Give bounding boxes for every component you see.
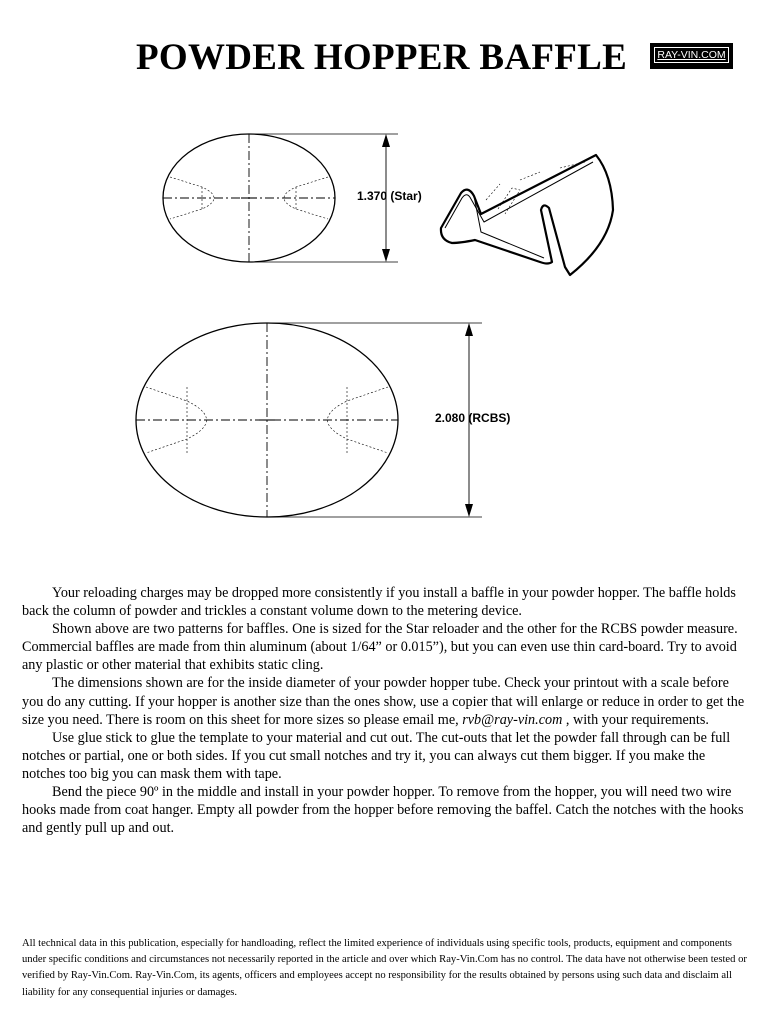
paragraph-3 bbox=[22, 674, 748, 728]
paragraph-1: Your reloading charges may be dropped more consistently if you install a baffle in your powder hopper. The baffle holds back the column of powder and trickles a constant volume down to the metering device. bbox=[22, 585, 736, 620]
star-arrow-bottom bbox=[382, 249, 390, 262]
paragraph-5: Bend the piece 90º in the middle and install in your powder hopper. To remove from the hopper, you will need two wire hooks made from coat hanger. Empty all powder from the hopper before removing the baffel. Catch the notches with the hooks and gently pull up and out. bbox=[22, 784, 744, 837]
folded-baffle-fold bbox=[474, 196, 544, 258]
folded-baffle-outline bbox=[441, 155, 613, 275]
rcbs-baffle-template bbox=[136, 323, 482, 517]
rcbs-arrow-bottom bbox=[465, 504, 473, 517]
article-body bbox=[22, 584, 748, 837]
email-link[interactable]: rvb@ray-vin.com bbox=[462, 711, 563, 728]
star-arrow-top bbox=[382, 134, 390, 147]
disclaimer: All technical data in this publication, especially for handloading, reflect the limited experience of individuals using specific tools, products, equipment and components under specific conditions and circumstances not necessarily reported in the article and over which Ray-Vin.Com has no control. The data have not otherwise been tested or verified by Ray-Vin.Com. Ray-Vin.Com, its agents, officers and employees accept no responsibility for the results obtained by persons using such data and disclaim all liability for any consequential injuries or damages. bbox=[22, 938, 747, 998]
paragraph-4: Use glue stick to glue the template to your material and cut out. The cut-outs that let the powder fall through can be full notches or partial, one or both sides. If you cut small notches and try it, you can always cut them bigger. If you make the notches too big you can mask them with tape. bbox=[22, 729, 731, 782]
logo-text: RAY-VIN.COM bbox=[654, 47, 729, 63]
paragraph-3-suffix: , with your requirements. bbox=[562, 711, 709, 728]
star-dimension-label: 1.370 (Star) bbox=[357, 189, 422, 203]
rcbs-dimension-label: 2.080 (RCBS) bbox=[435, 411, 511, 425]
rcbs-arrow-top bbox=[465, 323, 473, 336]
page-title: POWDER HOPPER BAFFLE bbox=[136, 37, 628, 78]
folded-baffle-illustration bbox=[441, 155, 613, 275]
paragraph-3-text: The dimensions shown are for the inside diameter of your powder hopper tube. Check your printout with a scale before you do any cutting. If your hopper is another size than the ones show, use a copier that will enlarge or reduce in order to get the size you need. There is room on this sheet for more sizes so please email me, bbox=[22, 675, 745, 728]
paragraph-2: Shown above are two patterns for baffles. One is sized for the Star reloader and the other for the RCBS powder measure. Commercial baffles are made from thin aluminum (about 1/64” or 0.015”), but you can even use thin card-board. Try to avoid any plastic or other material that exhibits static cling. bbox=[22, 621, 738, 674]
folded-baffle-hidden-lines bbox=[486, 162, 585, 214]
